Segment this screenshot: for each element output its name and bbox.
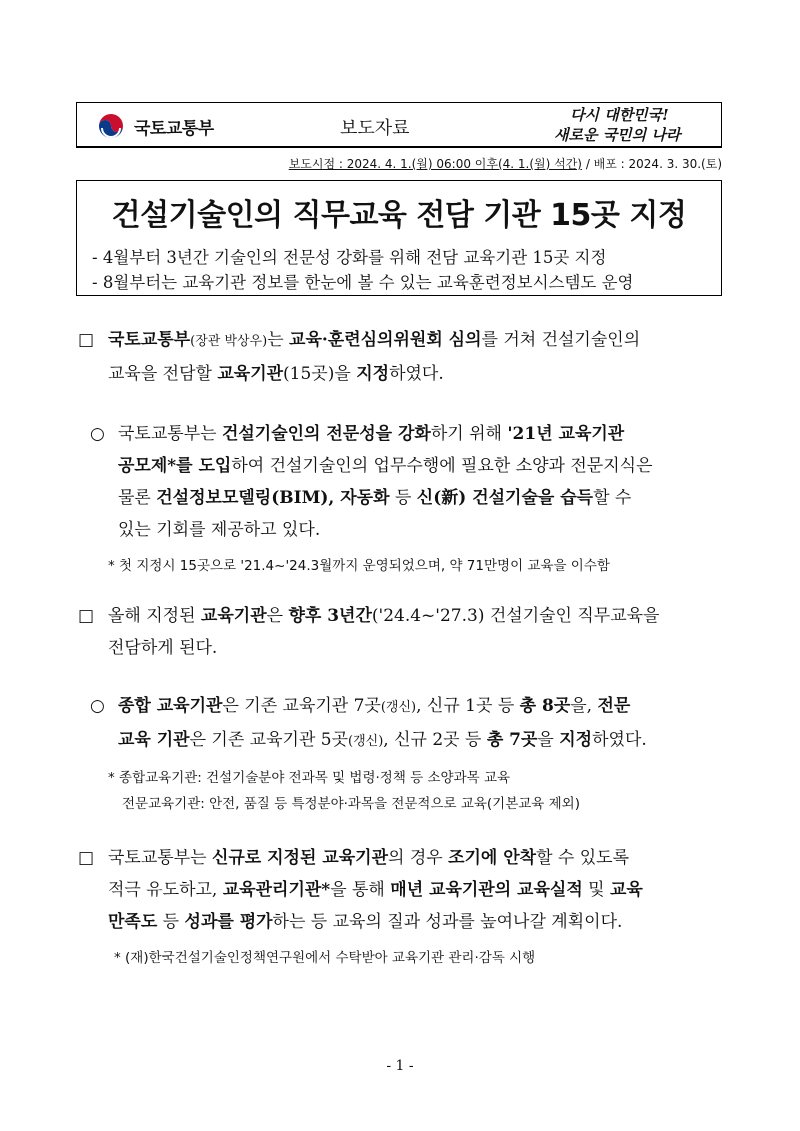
footnote-1: * 첫 지정시 15곳으로 '21.4~'24.3월까지 운영되었으며, 약 71만명이 교육을 이수함 <box>108 558 610 574</box>
square-bullet-icon: □ <box>78 330 95 350</box>
footnote-3: * (재)한국건설기술인정책연구원에서 수탁받아 교육기관 관리·감독 시행 <box>114 950 536 966</box>
square-bullet-icon: □ <box>78 606 95 626</box>
footnote-2b: 전문교육기관: 안전, 품질 등 특정분야·과목을 전문적으로 교육(기본교육 제외) <box>122 796 580 812</box>
page-number: - 1 - <box>386 1058 414 1074</box>
release-info <box>289 155 722 172</box>
paragraph-3: □ 국토교통부는 신규로 지정된 교육기관의 경우 조기에 안착할 수 있도록 적극 유도하고, 교육관리기관*을 통해 매년 교육기관의 교육실적 및 교육 만족도 등 성과를 평가하는 등 교육의 질과 성과를 높여나갈 계획이다. <box>78 842 730 938</box>
embargo-time: 보도시점 : 2024. 4. 1.(월) 06:00 이후(4. 1.(월) 석간) <box>288 157 582 171</box>
distribution-date: / 배포 : 2024. 3. 30.(토) <box>582 157 722 171</box>
slogan-signature <box>540 104 720 146</box>
square-bullet-icon: □ <box>78 848 95 868</box>
bullet-1: ○ 국토교통부는 건설기술인의 전문성을 강화하기 위해 '21년 교육기관 공모제*를 도입하여 건설기술인의 업무수행에 필요한 소양과 전문지식은 물론 건설정보모델링(BIM), 자동화 등 신(新) 건설기술을 습득할 수 있는 기회를 제공하고 있다. <box>90 418 732 546</box>
footnote-2a: * 종합교육기관: 건설기술분야 전과목 및 법령·정책 등 소양과목 교육 <box>108 770 511 786</box>
paragraph-2: □ 올해 지정된 교육기관은 향후 3년간('24.4~'27.3) 건설기술인 직무교육을 전담하게 된다. <box>78 600 730 664</box>
document-type: 보도자료 <box>340 118 410 139</box>
paragraph-1: □ 국토교통부(장관 박상우)는 교육·훈련심의위원회 심의를 거쳐 건설기술인의 교육을 전담할 교육기관(15곳)을 지정하였다. <box>78 324 730 390</box>
subtitle-1: - 4월부터 3년간 기술인의 전문성 강화를 위해 전담 교육기관 15곳 지정 <box>92 248 607 267</box>
bullet-2: ○ 종합 교육기관은 기존 교육기관 7곳(갱신), 신규 1곳 등 총 8곳을, 전문 교육 기관은 기존 교육기관 5곳(갱신), 신규 2곳 등 총 7곳을 지정하였다. <box>90 690 732 758</box>
government-logo-icon <box>96 111 126 141</box>
subtitle-2: - 8월부터는 교육기관 정보를 한눈에 볼 수 있는 교육훈련정보시스템도 운영 <box>92 273 634 292</box>
circle-bullet-icon: ○ <box>90 424 105 444</box>
page-title: 건설기술인의 직무교육 전담 기관 15곳 지정 <box>111 198 687 233</box>
slogan-line-1: 다시 대한민국! <box>570 106 669 124</box>
ministry-name: 국토교통부 <box>134 119 214 139</box>
slogan-line-2: 새로운 국민의 나라 <box>554 126 681 144</box>
circle-bullet-icon: ○ <box>90 696 105 716</box>
